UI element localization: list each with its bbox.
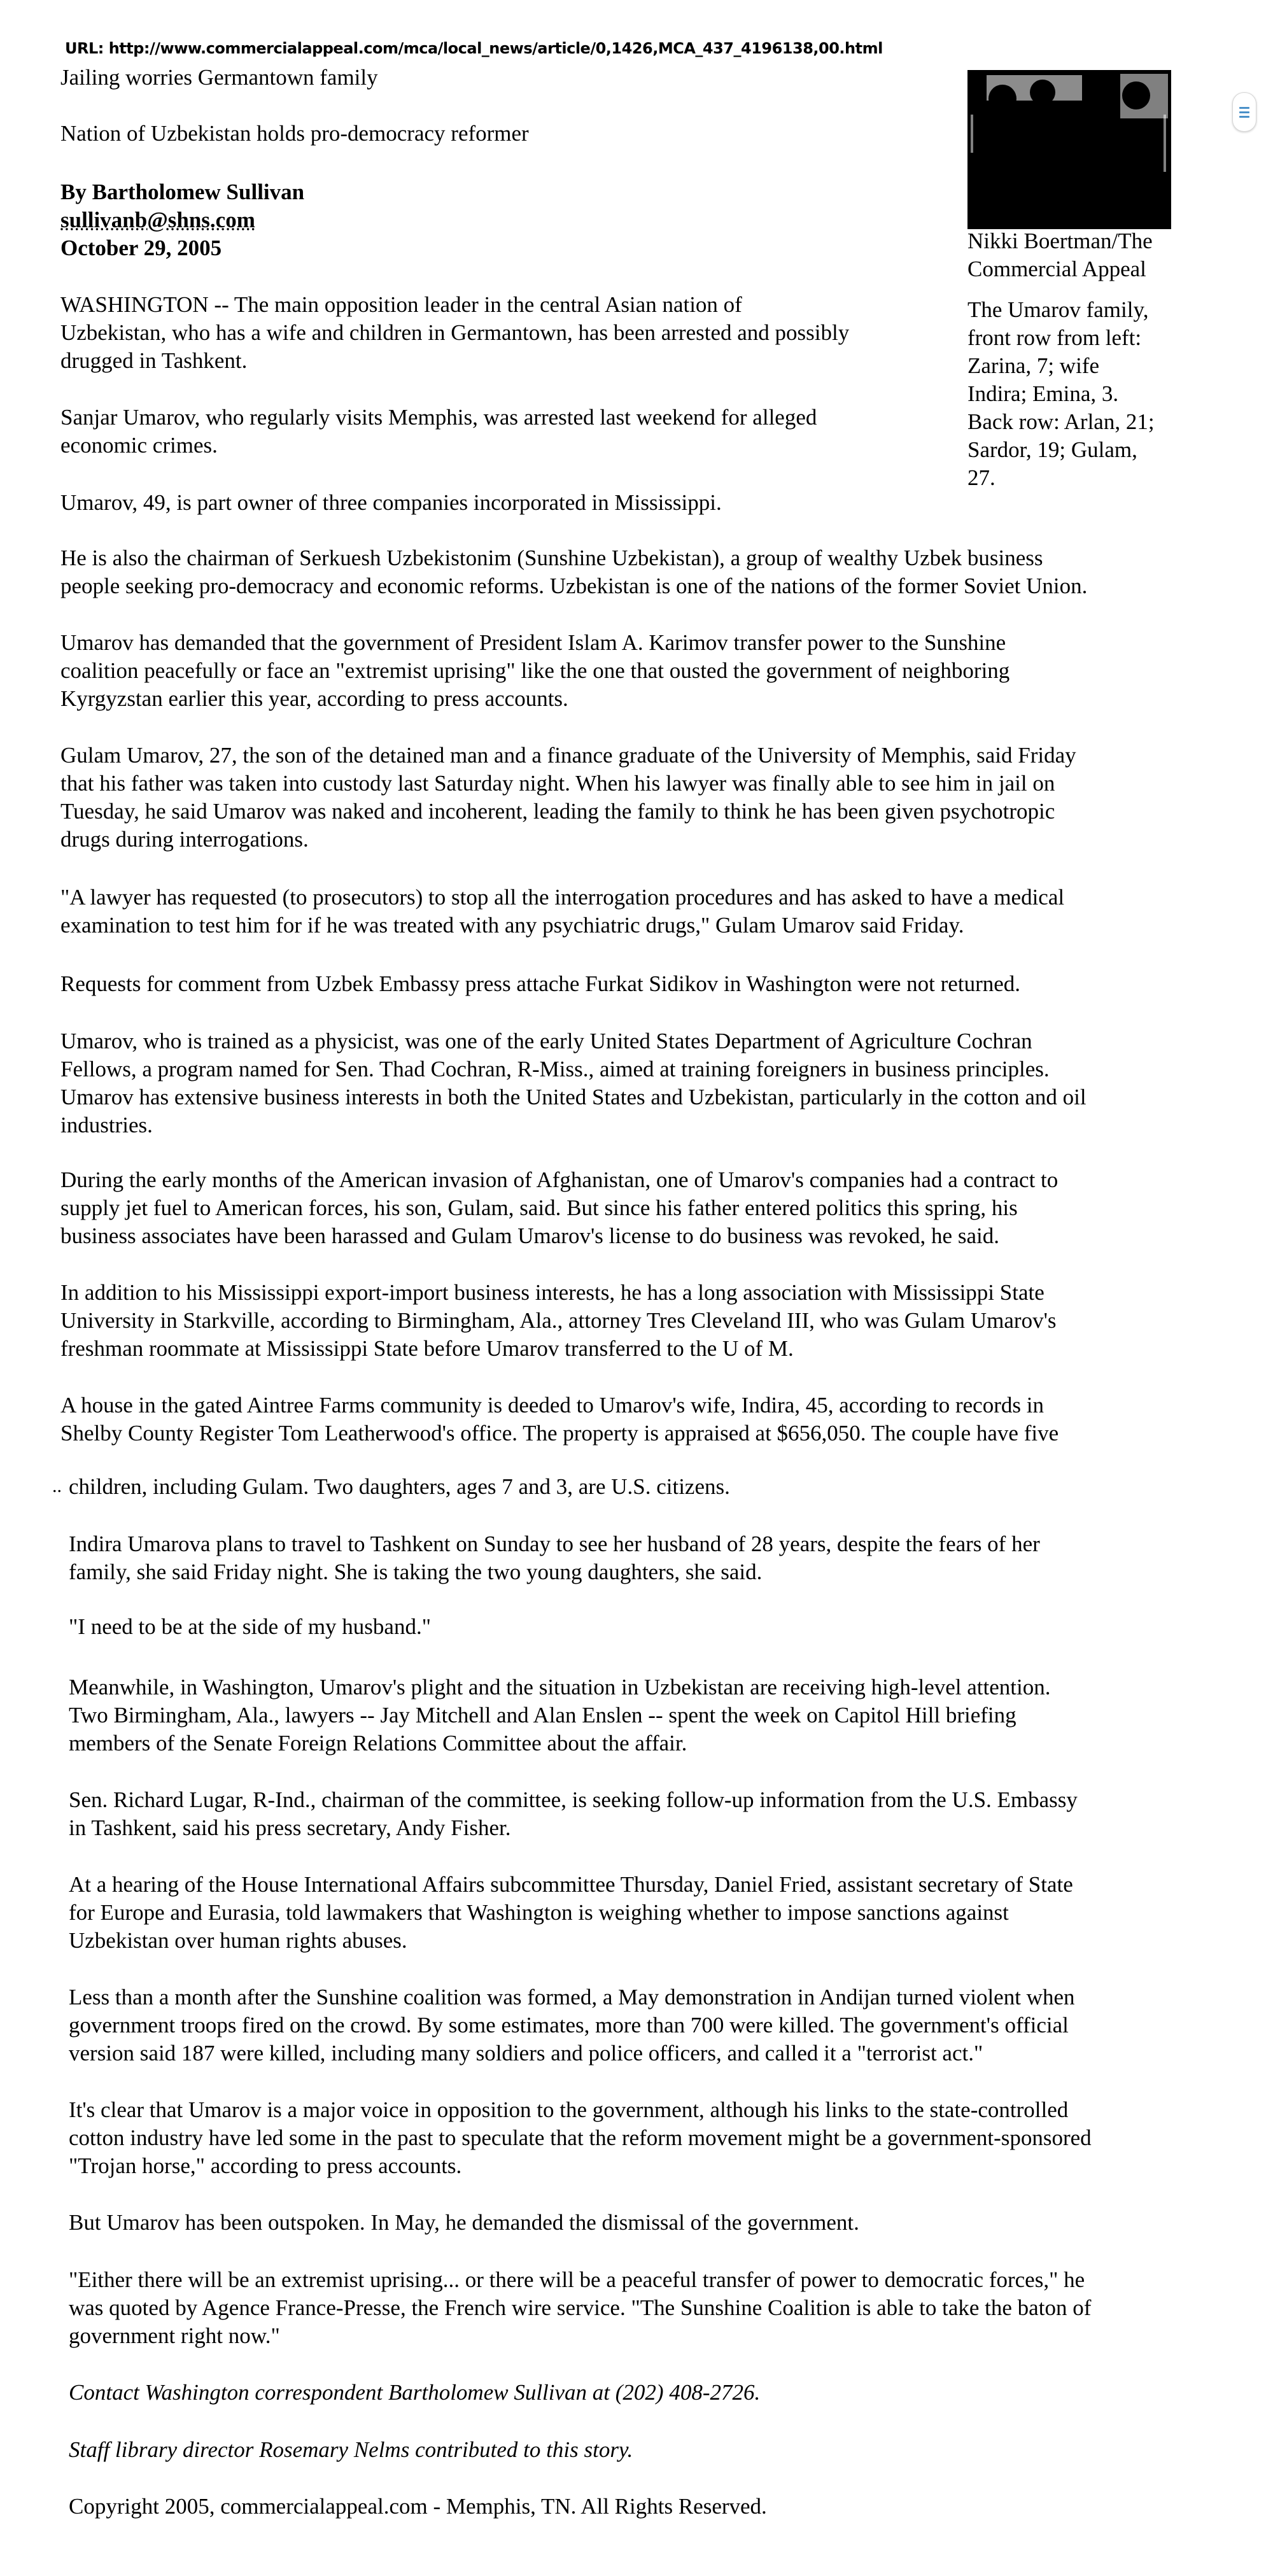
paragraph-line: Umarov has extensive business interests in both the United States and Uzbekistan, particularly in the cotton and oil <box>60 1085 1087 1109</box>
article-paragraph <box>69 2209 859 2237</box>
paragraph-line: government right now." <box>69 2323 280 2348</box>
paragraph-line: Sen. Richard Lugar, R-Ind., chairman of the committee, is seeking follow-up information from the U.S. Embassy <box>69 1787 1078 1812</box>
paragraph-line: "A lawyer has requested (to prosecutors) to stop all the interrogation procedures and has asked to have a medical <box>60 885 1065 910</box>
photo-credit <box>967 227 1153 283</box>
article-paragraph <box>60 291 849 375</box>
paragraph-line: Gulam Umarov, 27, the son of the detained man and a finance graduate of the University of Memphis, said Friday <box>60 743 1076 768</box>
photo-caption-line: Zarina, 7; wife <box>967 353 1099 378</box>
paragraph-line: At a hearing of the House International Affairs subcommittee Thursday, Daniel Fried, assistant secretary of State <box>69 1872 1073 1897</box>
photo-caption-line: Indira; Emina, 3. <box>967 381 1119 406</box>
paragraph-line: version said 187 were killed, including many soldiers and police officers, and called it a "terrorist act." <box>69 2041 983 2066</box>
source-url: URL: http://www.commercialappeal.com/mca/local_news/article/0,1426,MCA_437_4196138,00.html <box>65 39 883 57</box>
paragraph-line: coalition peacefully or face an "extremist uprising" like the one that ousted the government of neighboring <box>60 658 1010 683</box>
paragraph-line: Fellows, a program named for Sen. Thad Cochran, R-Miss., aimed at training foreigners in business principles. <box>60 1057 1050 1081</box>
copyright-notice <box>69 2493 767 2521</box>
paragraph-line: was quoted by Agence France-Presse, the French wire service. "The Sunshine Coalition is able to take the baton of <box>69 2295 1092 2320</box>
photo-caption-line: Sardor, 19; Gulam, <box>967 437 1137 462</box>
paragraph-line: Requests for comment from Uzbek Embassy press attache Furkat Sidikov in Washington were not returned. <box>60 971 1021 996</box>
paragraph-line: examination to test him for if he was treated with any psychiatric drugs," Gulam Umarov said Friday. <box>60 913 964 938</box>
article-paragraph <box>60 883 1064 940</box>
paragraph-line: Two Birmingham, Ala., lawyers -- Jay Mitchell and Alan Enslen -- spent the week on Capitol Hill briefing <box>69 1703 1016 1728</box>
photo-caption-line: Back row: Arlan, 21; <box>967 409 1155 434</box>
photo-caption-line: 27. <box>967 465 995 490</box>
article-paragraph <box>60 1027 1087 1139</box>
paragraph-line: for Europe and Eurasia, told lawmakers that Washington is weighing whether to impose sanctions against <box>69 1900 1009 1925</box>
article-paragraph <box>60 1279 1057 1363</box>
subheadline: Nation of Uzbekistan holds pro-democracy reformer <box>60 121 529 146</box>
page-break-marker: .. <box>52 1475 62 1496</box>
article-paragraph <box>69 1786 1078 1842</box>
article-paragraph <box>60 489 722 517</box>
paragraph-line: that his father was taken into custody last Saturday night. When his lawyer was finally able to see him in jail on <box>60 771 1055 796</box>
article-paragraph <box>69 1983 1075 2067</box>
contact-note <box>69 2379 760 2407</box>
paragraph-line: business associates have been harassed and Gulam Umarov's license to do business was revoked, he said. <box>60 1223 999 1248</box>
paragraph-line: Shelby County Register Tom Leatherwood's office. The property is appraised at $656,050. The couple have five <box>60 1421 1059 1446</box>
hamburger-icon-bar <box>1239 107 1249 109</box>
article-paragraph <box>69 1530 1040 1586</box>
article-paragraph <box>60 404 817 460</box>
contributor-note <box>69 2436 633 2464</box>
article-date: October 29, 2005 <box>60 236 222 260</box>
article-paragraph <box>69 1473 730 1501</box>
paragraph-line: A house in the gated Aintree Farms community is deeded to Umarov's wife, Indira, 45, according to records in <box>60 1393 1044 1418</box>
paragraph-line: in Tashkent, said his press secretary, Andy Fisher. <box>69 1815 511 1840</box>
paragraph-line: Less than a month after the Sunshine coalition was formed, a May demonstration in Andijan turned violent when <box>69 1985 1075 2009</box>
hamburger-icon-bar <box>1239 111 1249 113</box>
paragraph-line: drugs during interrogations. <box>60 827 309 852</box>
article-paragraph <box>60 970 1020 998</box>
paragraph-line: It's clear that Umarov is a major voice in opposition to the government, although his links to the state-controlled <box>69 2097 1069 2122</box>
photo-credit-line: Commercial Appeal <box>967 257 1146 281</box>
paragraph-line: "Trojan horse," according to press accounts. <box>69 2153 462 2178</box>
paragraph-line: people seeking pro-democracy and economic reforms. Uzbekistan is one of the nations of the former Soviet Union. <box>60 574 1088 598</box>
paragraph-line: Meanwhile, in Washington, Umarov's plight and the situation in Uzbekistan are receiving high-level attention. <box>69 1675 1051 1700</box>
article-paragraph <box>60 742 1076 854</box>
article-paragraph <box>60 1391 1058 1447</box>
hamburger-icon-bar <box>1239 116 1249 118</box>
byline: By Bartholomew Sullivan <box>60 179 305 204</box>
paragraph-line: industries. <box>60 1113 153 1137</box>
paragraph-line: freshman roommate at Mississippi State before Umarov transferred to the U of M. <box>60 1336 794 1361</box>
photo-caption-line: front row from left: <box>967 325 1142 350</box>
menu-button[interactable] <box>1232 92 1256 132</box>
paragraph-line: Umarov has demanded that the government of President Islam A. Karimov transfer power to the Sunshine <box>60 630 1006 655</box>
photo-caption <box>967 296 1155 492</box>
paragraph-line: Uzbekistan, who has a wife and children in Germantown, has been arrested and possibly <box>60 320 850 345</box>
paragraph-line: University in Starkville, according to Birmingham, Ala., attorney Tres Cleveland III, who was Gulam Umarov's <box>60 1308 1057 1333</box>
paragraph-line: But Umarov has been outspoken. In May, he demanded the dismissal of the government. <box>69 2210 859 2235</box>
paragraph-line: family, she said Friday night. She is taking the two young daughters, she said. <box>69 1559 763 1584</box>
paragraph-line: Umarov, who is trained as a physicist, was one of the early United States Department of Agriculture Cochran <box>60 1029 1032 1053</box>
family-photo <box>967 70 1171 229</box>
paragraph-line: Tuesday, he said Umarov was naked and incoherent, leading the family to think he has been given psychotropic <box>60 799 1055 824</box>
paragraph-line: During the early months of the American invasion of Afghanistan, one of Umarov's companies had a contract to <box>60 1167 1058 1192</box>
paragraph-line: Uzbekistan over human rights abuses. <box>69 1928 407 1953</box>
article-paragraph <box>69 1613 431 1641</box>
paragraph-line: economic crimes. <box>60 433 218 458</box>
article-paragraph <box>60 629 1009 713</box>
paragraph-line: Copyright 2005, commercialappeal.com - Memphis, TN. All Rights Reserved. <box>69 2494 767 2519</box>
paragraph-line: Sanjar Umarov, who regularly visits Memphis, was arrested last weekend for alleged <box>60 405 817 430</box>
photo-caption-line: The Umarov family, <box>967 297 1149 322</box>
paragraph-line: In addition to his Mississippi export-import business interests, he has a long association with Mississippi State <box>60 1280 1044 1305</box>
paragraph-line: government troops fired on the crowd. By some estimates, more than 700 were killed. The government's official <box>69 2013 1069 2038</box>
paragraph-line: Staff library director Rosemary Nelms contributed to this story. <box>69 2437 633 2462</box>
headline: Jailing worries Germantown family <box>60 65 378 90</box>
paragraph-line: children, including Gulam. Two daughters, ages 7 and 3, are U.S. citizens. <box>69 1474 730 1499</box>
paragraph-line: Kyrgyzstan earlier this year, according to press accounts. <box>60 686 568 711</box>
article-paragraph <box>60 544 1087 600</box>
article-paragraph <box>60 1166 1058 1250</box>
paragraph-line: cotton industry have led some in the past to speculate that the reform movement might be a government-sponsored <box>69 2125 1092 2150</box>
paragraph-line: He is also the chairman of Serkuesh Uzbekistonim (Sunshine Uzbekistan), a group of wealthy Uzbek business <box>60 545 1043 570</box>
photo-image <box>967 70 1171 229</box>
article-paragraph <box>69 2096 1092 2180</box>
paragraph-line: members of the Senate Foreign Relations Committee about the affair. <box>69 1731 687 1756</box>
photo-credit-line: Nikki Boertman/The <box>967 229 1153 253</box>
article-paragraph <box>69 1871 1073 1955</box>
article-paragraph <box>69 1673 1050 1757</box>
paragraph-line: "I need to be at the side of my husband." <box>69 1614 431 1639</box>
author-email-link[interactable]: sullivanb@shns.com <box>60 208 255 232</box>
paragraph-line: WASHINGTON -- The main opposition leader in the central Asian nation of <box>60 292 742 317</box>
paragraph-line: drugged in Tashkent. <box>60 348 248 373</box>
paragraph-line: Indira Umarova plans to travel to Tashkent on Sunday to see her husband of 28 years, despite the fears of her <box>69 1531 1040 1556</box>
article-paragraph <box>69 2266 1091 2350</box>
paragraph-line: Umarov, 49, is part owner of three companies incorporated in Mississippi. <box>60 490 722 515</box>
paragraph-line: "Either there will be an extremist uprising... or there will be a peaceful transfer of power to democratic forces," he <box>69 2267 1085 2292</box>
paragraph-line: Contact Washington correspondent Bartholomew Sullivan at (202) 408-2726. <box>69 2380 761 2405</box>
paragraph-line: supply jet fuel to American forces, his son, Gulam, said. But since his father entered politics this spring, his <box>60 1195 1018 1220</box>
